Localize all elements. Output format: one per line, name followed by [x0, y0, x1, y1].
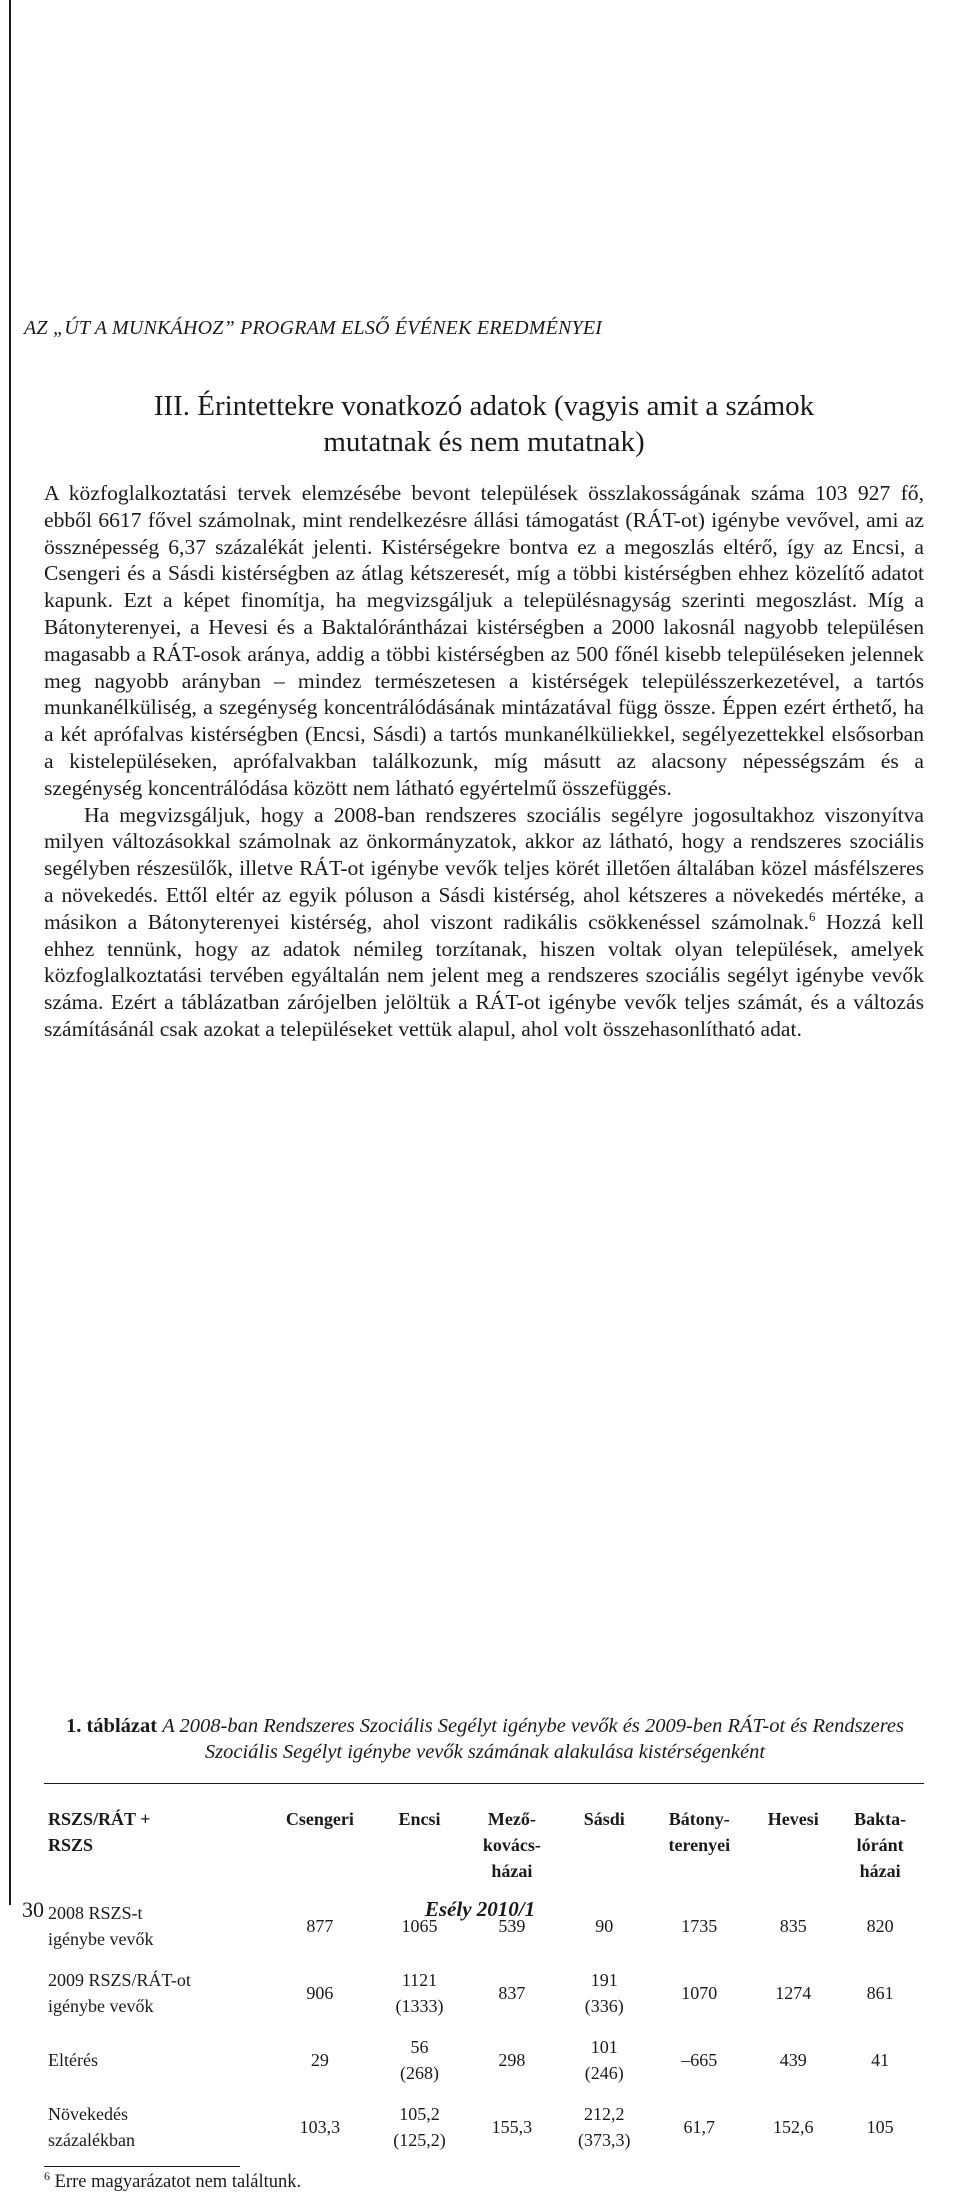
table-row: [44, 2026, 924, 2093]
table-top-rule: [44, 1783, 924, 1784]
table-cell-line: 439: [779, 2049, 807, 2070]
row-label-line: igénybe vevők: [48, 1995, 154, 2016]
data-table: [44, 1806, 924, 2160]
column-header-line: Mező-: [487, 1809, 536, 1829]
table-cell-line: 861: [866, 1982, 894, 2003]
table-cell: [560, 2026, 648, 2093]
table-row: [44, 2093, 924, 2160]
table-cell: [264, 2026, 375, 2093]
row-label-line: 2008 RSZS-t: [48, 1902, 143, 1923]
table-cell: [648, 1959, 750, 2026]
paragraph-2-part-b: Hozzá kell ehhez tennünk, hogy az adatok némileg torzítanak, hiszen voltak olyan települések, amelyek közfoglalkoztatási tervében egyáltalán nem jelent meg a rendszeres szociális segélyt igénybe vevők száma. Ezért a táblázatban zárójelben jelöltük a RÁT-ot igénybe vevők teljes számát, és a változás számításánál csak azokat a településeket vettük alapul, ahol volt összehasonlítható adat.: [44, 909, 924, 1041]
table-cell-line: 1735: [681, 1915, 718, 1936]
table-cell-line: 539: [498, 1915, 526, 1936]
table-caption-label: 1. táblázat: [65, 1715, 158, 1737]
table-header-row: [44, 1806, 924, 1892]
table-cell: [836, 1959, 924, 2026]
column-header-line: Hevesi: [767, 1809, 819, 1829]
table-cell-line: 837: [498, 1982, 526, 2003]
paragraph-1: A közfoglalkoztatási tervek elemzésébe bevont települések összlakosságának száma 103 927 fő, ebből 6617 fővel számolnak, mint rendelkezésre állási támogatást (RÁT-ot) igénybe vevővel, ami az össznépesség 6,37 százalékát jelenti. Kistérségekre bontva ez a megoszlás eltérő, így az Encsi, a Csengeri és a Sásdi kistérségben az átlag kétszeresét, míg a többi kistérségben ehhez közelítő adatot kapunk. Ezt a képet finomítja, ha megvizsgáljuk a településnagyság szerinti megoszlást. Míg a Bátonyterenyei, a Hevesi és a Baktalórántházai kistérségben a 2000 lakosnál nagyobb településen magasabb a RÁT-osok aránya, addig a többi kistérségben az 500 főnél kisebb településeken jelennek meg nagyobb arányban – mindez természetesen a kistérségek településszerkezetével, a tartós munkanélküliség, a szegénység koncentrálódásának mintázatával függ össze. Éppen ezért érthető, ha a két aprófalvas kistérségben (Encsi, Sásdi) a tartós munkanélküliekkel, segélyezettekkel elsősorban a kistelepüléseken, aprófalvakban találkozunk, míg másutt az alacsony népességszám és a szegénység koncentrálódása között nem látható egyértelmű összefüggés.: [44, 481, 924, 800]
column-header: [44, 1806, 264, 1892]
table-cell-line: 835: [779, 1915, 807, 1936]
row-label: [44, 2093, 264, 2160]
row-label-line: Növekedés: [48, 2103, 128, 2124]
table-cell-line: 152,6: [772, 2116, 814, 2137]
table-cell-line: 1121: [401, 1969, 438, 1990]
table-cell-line: 90: [595, 1915, 614, 1936]
data-table-container: [44, 1783, 924, 2160]
table-cell-line: 212,2: [584, 2103, 625, 2124]
column-header: [264, 1806, 375, 1892]
table-cell-line: (1333): [395, 1995, 444, 2016]
table-cell: [750, 1959, 836, 2026]
column-header-line: terenyei: [668, 1835, 731, 1855]
column-header: [560, 1806, 648, 1892]
column-header-line: lóránt: [856, 1835, 904, 1855]
column-header-line: Encsi: [398, 1809, 441, 1829]
table-cell-line: (336): [584, 1995, 624, 2016]
table-cell: [648, 2093, 750, 2160]
table-caption-title: A 2008-ban Rendszeres Szociális Segélyt igénybe vevők és 2009-ben RÁT-ot és Rendszeres Szociális Segélyt igénybe vevők számának alakulása kistérségenként: [162, 1715, 905, 1763]
column-header: [836, 1806, 924, 1892]
table-row: [44, 1959, 924, 2026]
table-cell: [560, 2093, 648, 2160]
column-header: [750, 1806, 836, 1892]
body-text: [44, 480, 924, 1043]
column-header-line: Bátony-: [668, 1809, 730, 1829]
table-cell-line: 1070: [681, 1982, 718, 2003]
table-cell: [464, 2093, 560, 2160]
table-cell-line: 56: [410, 2036, 429, 2057]
section-title: [44, 388, 924, 460]
paragraph-2: [44, 802, 924, 1043]
table-cell-line: 877: [306, 1915, 334, 1936]
table-cell: [375, 1959, 463, 2026]
running-head: AZ „ÚT A MUNKÁHOZ” PROGRAM ELSŐ ÉVÉNEK EREDMÉNYEI: [24, 317, 603, 339]
footnote-text: Erre magyarázatot nem találtunk.: [54, 2172, 302, 2192]
table-cell: [648, 2026, 750, 2093]
table-cell: [264, 1959, 375, 2026]
column-header: [648, 1806, 750, 1892]
footnote-reference[interactable]: 6: [809, 908, 816, 924]
table-caption: [60, 1713, 910, 1765]
section-title-line-1: III. Érintettekre vonatkozó adatok (vagyis amit a számok: [153, 390, 815, 422]
table-body: [44, 1892, 924, 2160]
table-cell: [836, 2093, 924, 2160]
table-cell-line: 29: [310, 2049, 329, 2070]
table-cell-line: 101: [590, 2036, 618, 2057]
table-cell: [836, 2026, 924, 2093]
column-header-line: RSZS/RÁT +: [48, 1809, 151, 1829]
page-number: 30: [22, 1897, 44, 1922]
footnote: [44, 2168, 302, 2193]
table-cell: [464, 2026, 560, 2093]
row-label-line: Eltérés: [48, 2049, 98, 2070]
table-cell: [560, 1959, 648, 2026]
table-cell-line: 1274: [775, 1982, 812, 2003]
table-cell: [375, 2093, 463, 2160]
column-header-line: Sásdi: [583, 1809, 625, 1829]
footnote-rule: [44, 2166, 240, 2167]
table-cell: [464, 1959, 560, 2026]
table-cell: [375, 2026, 463, 2093]
column-header: [464, 1806, 560, 1892]
table-cell-line: 906: [306, 1982, 334, 2003]
table-cell-line: 155,3: [491, 2116, 533, 2137]
table-cell-line: (246): [584, 2062, 624, 2083]
table-cell-line: 41: [871, 2049, 890, 2070]
column-header: [375, 1806, 463, 1892]
row-label-line: igénybe vevők: [48, 1928, 154, 1949]
table-cell-line: (268): [400, 2062, 439, 2083]
table-cell-line: 298: [498, 2049, 526, 2070]
table-cell-line: 61,7: [683, 2116, 716, 2137]
table-cell-line: 191: [590, 1969, 618, 1990]
table-cell-line: (125,2): [393, 2129, 446, 2150]
row-label: [44, 1959, 264, 2026]
table-cell-line: –665: [681, 2049, 718, 2070]
table-cell-line: 1065: [401, 1915, 438, 1936]
table-cell-line: 103,3: [299, 2116, 341, 2137]
column-header-line: Bakta-: [854, 1809, 907, 1829]
column-header-line: házai: [859, 1861, 901, 1881]
table-cell: [264, 2093, 375, 2160]
table-cell-line: 105: [866, 2116, 894, 2137]
table-cell-line: 105,2: [399, 2103, 440, 2124]
column-header-line: kovács-: [482, 1835, 541, 1855]
margin-rule: [9, 0, 11, 1905]
row-label: [44, 2026, 264, 2093]
row-label-line: százalékban: [48, 2129, 135, 2150]
journal-name: Esély 2010/1: [424, 1897, 536, 1921]
table-cell: [750, 2026, 836, 2093]
table-cell-line: 820: [866, 1915, 894, 1936]
column-header-line: Csengeri: [285, 1809, 354, 1829]
footnote-number: 6: [44, 2168, 50, 2183]
column-header-line: RSZS: [48, 1835, 94, 1855]
row-label-line: 2009 RSZS/RÁT-ot: [48, 1969, 191, 1990]
section-title-line-2: mutatnak és nem mutatnak): [323, 426, 645, 458]
table-cell: [750, 2093, 836, 2160]
table-cell-line: (373,3): [578, 2129, 631, 2150]
paragraph-2-part-a: Ha megvizsgáljuk, hogy a 2008-ban rendszeres szociális segélyre jogosultakhoz viszonyítva milyen változásokkal számolnak az önkormányzatok, akkor az látható, hogy a rendszeres szociális segélyben részesülők, illetve RÁT-ot igénybe vevők teljes körét illetően általában közel másfélszeres a növekedés. Ettől eltér az egyik póluson a Sásdi kistérség, ahol kétszeres a növekedés mértéke, a másikon a Bátonyterenyei kistérség, ahol viszont radikális csökkenéssel számolnak.: [44, 802, 924, 934]
column-header-line: házai: [491, 1861, 533, 1881]
